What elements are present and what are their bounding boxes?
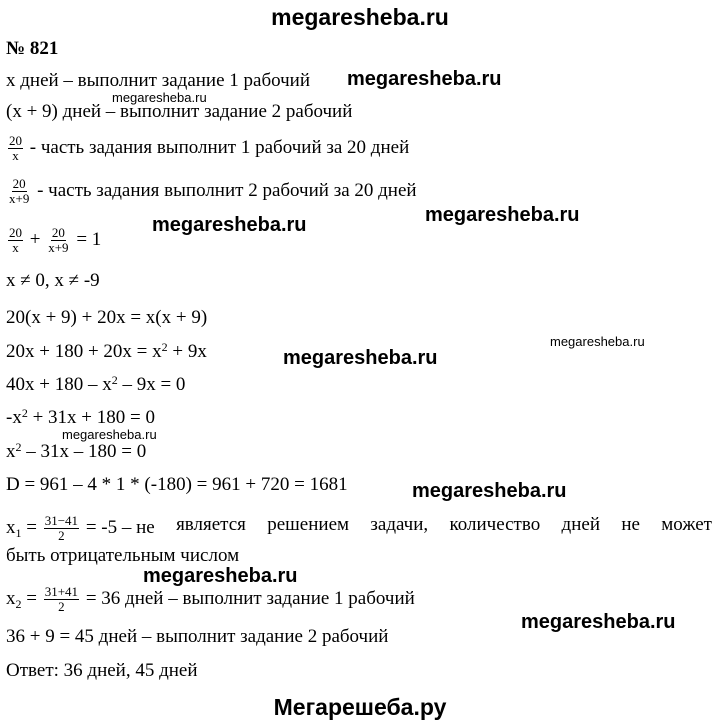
answer-line: Ответ: 36 дней, 45 дней	[6, 660, 198, 681]
fraction-line: $\frac{20}{x}$ - часть задания выполнит 1 рабочий за 20 дней	[9, 133, 410, 163]
equation-line: $20x + 180 + 20x = x^2 + 9x$	[6, 340, 207, 362]
watermark: megaresheba.ru	[283, 347, 438, 369]
watermark: megaresheba.ru	[152, 214, 307, 236]
equation-line: $40x + 180 - x^2 - 9x = 0$	[6, 373, 186, 395]
text-line: 20(x + 9) + 20x = x(x + 9)	[6, 307, 208, 328]
text-line: (x + 9) дней – выполнит задание 2 рабочий	[6, 101, 353, 122]
equation-line: $x_1$ = $\frac{31-41}{2}$ = -5 – не является решением задачи, количество дней не может	[6, 513, 712, 543]
watermark: megaresheba.ru	[425, 204, 580, 226]
watermark: megaresheba.ru	[143, 565, 298, 587]
watermark-small: megaresheba.ru	[112, 90, 207, 105]
watermark: megaresheba.ru	[347, 68, 502, 90]
watermark-small: megaresheba.ru	[550, 334, 645, 349]
equation-line: $-x^2 + 31x + 180 = 0$	[6, 406, 155, 428]
fraction-line: $\frac{20}{x+9}$ - часть задания выполнит 2 рабочий за 20 дней	[9, 176, 417, 206]
watermark: megaresheba.ru	[412, 480, 567, 502]
watermark-small: megaresheba.ru	[62, 427, 157, 442]
text-line: x дней – выполнит задание 1 рабочий	[6, 70, 311, 91]
text-line: 36 + 9 = 45 дней – выполнит задание 2 рабочий	[6, 626, 389, 647]
site-watermark-bottom[interactable]: Мегарешеба.ру	[273, 694, 447, 720]
fraction: $\frac{31-41}{2}$	[44, 513, 79, 543]
watermark: megaresheba.ru	[521, 611, 676, 633]
equation-line: $\frac{20}{x}$ + $\frac{20}{x+9}$ = 1	[9, 225, 102, 255]
text-line: x ≠ 0, x ≠ -9	[6, 270, 100, 291]
text-line: D = 961 – 4 * 1 * (-180) = 961 + 720 = 1681	[6, 474, 348, 495]
fraction: $\frac{20}{x}$	[9, 133, 22, 163]
task-number: № 821	[6, 38, 59, 59]
equation-line: $x^2 - 31x - 180 = 0$	[6, 440, 147, 462]
fraction: $\frac{20}{x+9}$	[9, 176, 30, 206]
text-line: быть отрицательным числом	[6, 545, 240, 566]
fraction: $\frac{31+41}{2}$	[44, 584, 79, 614]
equation-line: $x_2$ = $\frac{31+41}{2}$ = 36 дней – выполнит задание 1 рабочий	[6, 584, 415, 614]
fraction: $\frac{20}{x}$	[9, 225, 22, 255]
site-watermark-top[interactable]: megaresheba.ru	[271, 4, 449, 30]
fraction: $\frac{20}{x+9}$	[48, 225, 69, 255]
